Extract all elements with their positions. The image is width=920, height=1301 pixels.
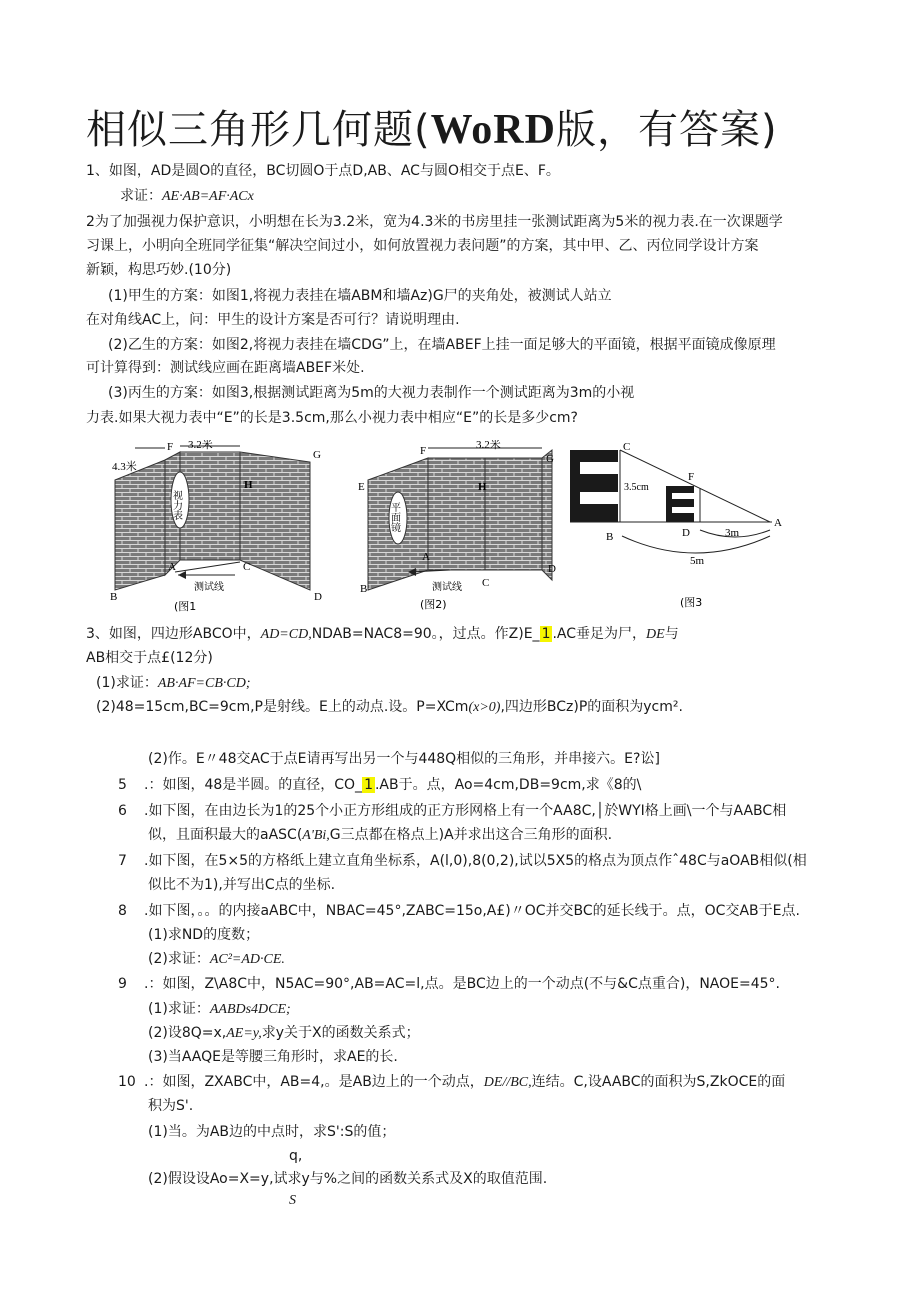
fig3-label-b: B xyxy=(606,531,614,543)
q8-part1: (1)求ND的度数； xyxy=(148,927,260,943)
fig2-dim-top: 3.2米 xyxy=(476,440,501,451)
q6-line2 xyxy=(148,825,612,846)
fig1-label-h: H xyxy=(244,479,253,491)
title-bold: WoRD xyxy=(430,107,556,153)
fig3-caption: (图3 xyxy=(680,596,703,609)
q2-part3b: 力表.如果大视力表中“E”的长是3.5cm,那么小视力表中相应“E”的长是多少cm? xyxy=(86,410,578,426)
fig2-label-c: C xyxy=(482,577,490,589)
q6-line1-text: .如下图，在由边长为1的25个小正方形组成的正方形网格上有一个AA8C,│於WYI格上画\一个与AABC相 xyxy=(144,803,787,819)
q4-line: (2)作。E〃48交AC于点E请再写出另一个与448Q相似的三角形，并串接六。E?讼] xyxy=(148,751,660,767)
fig2-label-b: B xyxy=(360,583,368,595)
figures-row xyxy=(110,440,800,616)
q9-part3: (3)当AAQE是等腰三角形时，求AE的长. xyxy=(148,1049,398,1065)
q6-line2-a: 似，且面积最大的aASC( xyxy=(148,827,303,843)
q9-number: 9 xyxy=(118,976,127,992)
fig1-label-c: C xyxy=(243,561,251,573)
q10-part2: (2)假设设Ao=X=y,试求y与%之间的函数关系式及X的取值范围. xyxy=(148,1171,548,1187)
q1-prove-label: 求证： xyxy=(120,188,162,204)
q3-line2: AB相交于点£(12分) xyxy=(86,650,213,666)
q9-p2-it: AE=y, xyxy=(226,1026,262,1041)
q9-part1 xyxy=(148,999,291,1020)
q5-line xyxy=(118,775,641,795)
q10-line1-it: DE//BC, xyxy=(483,1075,532,1090)
q8-number: 8 xyxy=(118,903,127,919)
q3-p2-it: (x>0) xyxy=(468,700,501,715)
fig1-chart-text: 视力表 xyxy=(170,490,182,520)
q7-line1 xyxy=(118,851,807,871)
q1-prove-expr: AE·AB=AF·ACx xyxy=(162,189,254,204)
fig2-mirror-text: 平面镜 xyxy=(388,502,400,532)
q8-p2-label: (2)求证： xyxy=(148,951,210,967)
fig1-label-b: B xyxy=(110,591,118,603)
title-suffix: 版，有答案) xyxy=(555,107,778,153)
fig2-label-f: F xyxy=(420,445,427,457)
q9-p1-label: (1)求证： xyxy=(148,1001,210,1017)
q8-part2 xyxy=(148,949,285,970)
q5-number: 5 xyxy=(118,777,127,793)
q10-frac-num: q, xyxy=(289,1148,303,1164)
fig1-label-a: A xyxy=(168,561,176,573)
fig3-dim-5: 5m xyxy=(690,555,705,567)
q2-line3: 新颖，构思巧妙.(10分) xyxy=(86,262,232,278)
q2-part3a: (3)丙生的方案：如图3,根据测试距离为5m的大视力表制作一个测试距离为3m的小视 xyxy=(108,385,635,401)
q3-part1 xyxy=(96,673,251,694)
fig2-label-d: D xyxy=(548,563,556,575)
q3-p2-a: (2)48=15cm,BC=9cm,P是射线。E上的动点.设。P=XCm xyxy=(96,699,469,715)
fig1-label-f: F xyxy=(167,441,174,453)
q3-line1-it: AD=CD, xyxy=(260,627,312,642)
q10-number: 10 xyxy=(118,1074,136,1090)
q9-p1-expr: AABDs4DCE; xyxy=(209,1002,291,1017)
q8-p2-expr: AC²=AD·CE. xyxy=(209,952,285,967)
q3-line1 xyxy=(86,624,679,645)
fig1-line-text: 测试线 xyxy=(194,582,224,593)
fig3-label-a: A xyxy=(774,517,782,529)
q3-line1-it2: DE xyxy=(646,627,665,642)
figure-3 xyxy=(570,450,772,553)
q10-line1 xyxy=(118,1072,785,1093)
q2-part2a: (2)乙生的方案：如图2,将视力表挂在墙CDG”上，在墙ABEF上挂一面足够大的平面镜，根据平面镜成像原理 xyxy=(108,337,776,353)
fig3-label-f: F xyxy=(688,471,695,483)
q9-line1-text: .：如图，Z\A8C中，N5AC=90°,AB=AC=l,点。是BC边上的一个动点(不与&C点重合)，NAOE=45°. xyxy=(144,976,781,992)
q2-part1b: 在对角线AC上，问：甲生的设计方案是否可行？请说明理由. xyxy=(86,312,460,328)
fig1-dim-side: 4.3米 xyxy=(112,461,137,473)
q2-line1: 2为了加强视力保护意识，小明想在长为3.2米，宽为4.3米的书房里挂一张测试距离为5米的视力表.在一次课题学 xyxy=(86,214,783,230)
fig2-line-text: 测试线 xyxy=(432,582,462,593)
title-prefix: 相似三角形几何题( xyxy=(86,107,431,153)
fig3-label-d: D xyxy=(682,527,690,539)
q5-highlight: 1 xyxy=(364,777,373,793)
q7-number: 7 xyxy=(118,853,127,869)
q5-b: .AB于。点，Ao=4cm,DB=9cm,求《8的\ xyxy=(374,777,642,793)
fig1-label-d: D xyxy=(314,591,322,603)
q6-line1 xyxy=(118,801,786,821)
q2-part2b: 可计算得到：测试线应画在距离墙ABEF米处. xyxy=(86,360,365,376)
fig3-dim-e: 3.5cm xyxy=(624,482,649,493)
fig2-label-g: G xyxy=(546,453,554,465)
fig1-dim-top: 3.2米 xyxy=(188,440,213,451)
q3-part2 xyxy=(96,697,683,718)
fig3-dim-3: 3m xyxy=(725,527,740,539)
q8-line1 xyxy=(118,901,800,921)
fig3-label-c: C xyxy=(623,441,631,453)
q3-line1-d: 与 xyxy=(664,626,679,642)
q2-line2: 习课上，小明向全班同学征集“解决空间过小，如何放置视力表问题”的方案，其中甲、乙、丙位同学设计方案 xyxy=(86,238,759,254)
q6-line2-it: A'Bi, xyxy=(302,828,330,843)
figures-svg xyxy=(110,440,800,616)
q7-line1-text: .如下图，在5×5的方格纸上建立直角坐标系，A(l,0),8(0,2),试以5X5的格点为顶点作ˆ48C与aOAB相似(相 xyxy=(144,853,807,869)
q2-part1a: (1)甲生的方案：如图1,将视力表挂在墙ABM和墙Az)G尸的夹角处，被测试人站立 xyxy=(108,288,612,304)
q3-highlight: 1 xyxy=(541,626,551,642)
q7-line2: 似比不为1),并写出C点的坐标. xyxy=(148,877,336,893)
q3-p1-label: (1)求证： xyxy=(96,675,158,691)
fig2-label-a: A xyxy=(422,551,430,563)
q1-line1: 1、如图，AD是圆O的直径，BC切圆O于点D,AB、AC与圆O相交于点E、F。 xyxy=(86,163,560,179)
q9-p2-a: (2)设8Q=x, xyxy=(148,1025,227,1041)
q3-p2-b: ,四边形BCz)P的面积为ycm². xyxy=(500,699,683,715)
q9-line1 xyxy=(118,974,780,994)
q6-number: 6 xyxy=(118,803,127,819)
q8-line1-text: .如下图，。。的内接aABC中，NBAC=45°,ZABC=15o,A£)〃OC并交BC的延长线于。点，OC交AB于E点. xyxy=(144,903,800,919)
fig2-label-e: E xyxy=(358,481,365,493)
q3-p1-expr: AB·AF=CB·CD; xyxy=(157,676,251,691)
q5-a: .：如图，48是半圆。的直径，CO_ xyxy=(144,777,363,793)
q9-part2 xyxy=(148,1023,420,1044)
q10-part1: (1)当。为AB边的中点时，求S':S的值； xyxy=(148,1124,396,1140)
fig2-label-h: H xyxy=(478,481,487,493)
page-title xyxy=(86,98,778,155)
q3-line1-a: 3、如图，四边形ABCO中， xyxy=(86,626,261,642)
fig2-caption: (图2) xyxy=(420,598,447,611)
q3-line1-c: .AC垂足为尸， xyxy=(552,626,647,642)
q10-line1-a: .：如图，ZXABC中，AB=4,。是AB边上的一个动点， xyxy=(144,1074,484,1090)
q10-line2: 积为S'. xyxy=(148,1098,194,1114)
q6-line2-b: G三点都在格点上)A并求出这合三角形的面积. xyxy=(329,827,613,843)
figure-1 xyxy=(115,440,310,590)
q10-line1-b: 连结。C,设AABC的面积为S,ZkOCE的面 xyxy=(531,1074,786,1090)
q9-p2-b: 求y关于X的函数关系式； xyxy=(261,1025,420,1041)
q10-frac-den: S xyxy=(289,1193,296,1208)
q1-prove xyxy=(120,186,254,207)
q3-line1-b: NDAB=NAC8=90。，过点。作Z)E_ xyxy=(311,626,540,642)
fig1-label-g: G xyxy=(313,449,321,461)
fig1-caption: (图1 xyxy=(174,600,197,613)
